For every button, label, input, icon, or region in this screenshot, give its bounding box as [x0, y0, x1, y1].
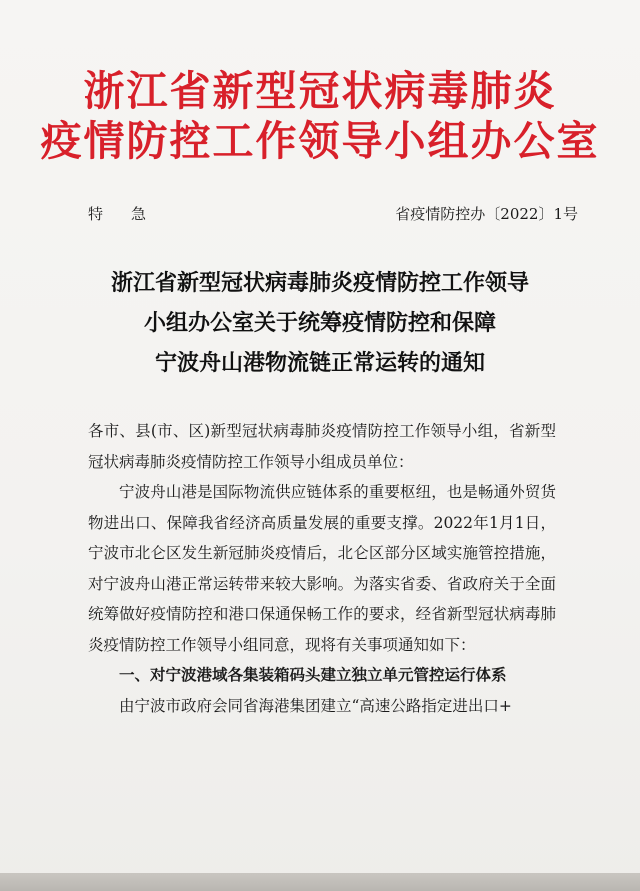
title-line-2: 小组办公室关于统筹疫情防控和保障 — [143, 310, 496, 336]
header-line-2: 疫情防控工作领导小组办公室 — [40, 117, 600, 165]
urgency-char-2: 急 — [131, 205, 147, 223]
title-line-3: 宁波舟山港物流链正常运转的通知 — [154, 350, 485, 376]
document-body — [88, 416, 556, 721]
document-number: 省疫情防控办〔2022〕1号 — [395, 205, 578, 223]
issuing-authority-header — [0, 66, 640, 166]
title-line-1: 浙江省新型冠状病毒肺炎疫情防控工作领导 — [110, 270, 529, 296]
header-line-1: 浙江省新型冠状病毒肺炎 — [83, 67, 557, 115]
section-1-text: 由宁波市政府会同省海港集团建立“高速公路指定进出口+ — [119, 696, 512, 715]
page-bottom-edge — [0, 873, 640, 891]
document-meta — [88, 203, 578, 227]
section-1-heading: 一、对宁波港域各集装箱码头建立独立单元管控运行体系 — [119, 666, 507, 684]
urgency-char-1: 特 — [88, 205, 104, 223]
body-paragraph-1: 宁波舟山港是国际物流供应链体系的重要枢纽，也是畅通外贸货物进出口、保障我省经济高质量发展的重要支撑。2022年1月1日，宁波市北仑区发生新冠肺炎疫情后，北仑区部分区域实施管控措施，对宁波舟山港正常运转带来较大影响。为落实省委、省政府关于全面统筹做好疫情防控和港口保通保畅工作的要求，经省新型冠状病毒肺炎疫情防控工作领导小组同意，现将有关事项通知如下： — [88, 483, 556, 654]
urgency-label — [88, 203, 146, 224]
document-title — [60, 263, 580, 383]
addressee: 各市、县(市、区)新型冠状病毒肺炎疫情防控工作领导小组，省新型冠状病毒肺炎疫情防控工作领导小组成员单位： — [88, 422, 556, 471]
